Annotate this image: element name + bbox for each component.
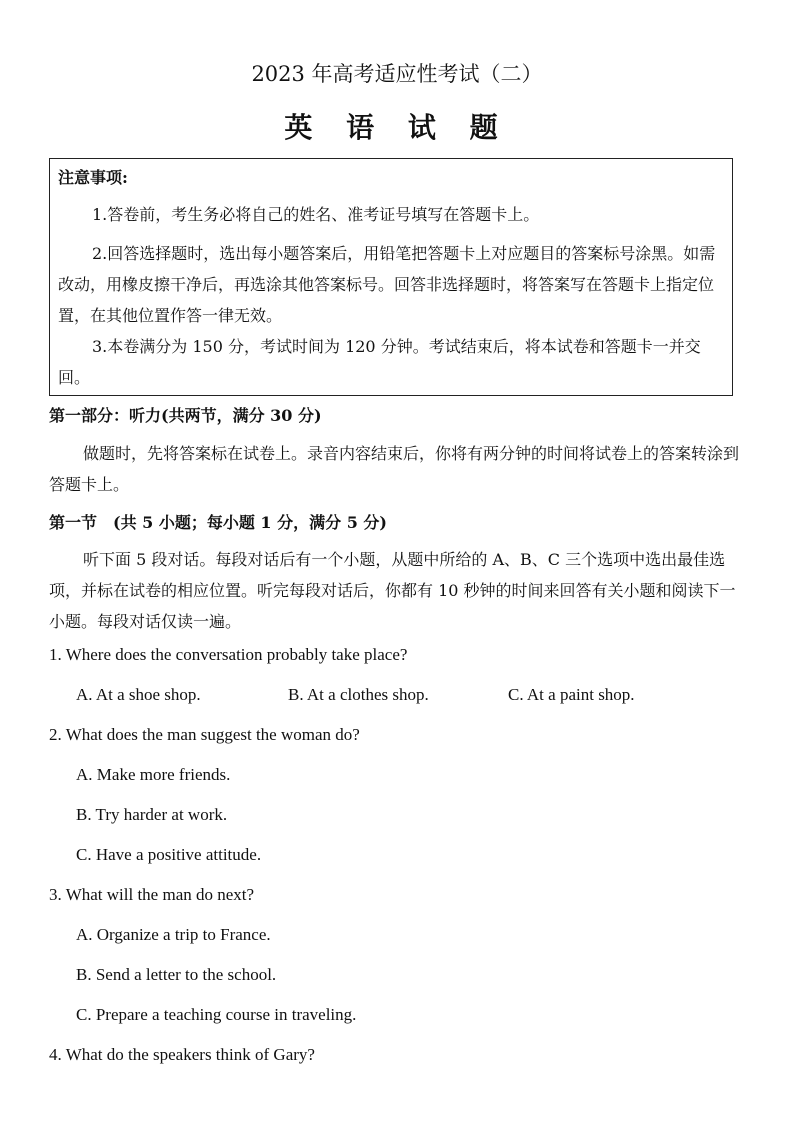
q3-option-b: B. Send a letter to the school. — [76, 965, 277, 984]
notice-item-3: 3.本卷满分为 150 分，考试时间为 120 分钟。考试结束后，将本试卷和答题卡一并交回。 — [58, 337, 701, 387]
q1-option-c: C. At a paint shop. — [508, 685, 635, 704]
notice-item-2: 2.回答选择题时，选出每小题答案后，用铅笔把答题卡上对应题目的答案标号涂黑。如需改动，用橡皮擦干净后，再选涂其他答案标号。回答非选择题时，将答案写在答题卡上指定位置，在其他位置作答一律无效。 — [58, 244, 716, 325]
part1-heading: 第一部分：听力(共两节，满分 30 分) — [49, 406, 322, 425]
q3-option-a: A. Organize a trip to France. — [76, 925, 271, 944]
q2-option-a: A. Make more friends. — [76, 765, 231, 784]
question-3: 3. What will the man do next? — [49, 885, 255, 904]
subject-title: 英 语 试 题 — [284, 111, 510, 144]
exam-title: 2023 年高考适应性考试（二） — [251, 62, 543, 86]
section1-heading: 第一节 (共 5 小题；每小题 1 分，满分 5 分) — [49, 513, 387, 532]
part1-instruction: 做题时，先将答案标在试卷上。录音内容结束后，你将有两分钟的时间将试卷上的答案转涂到答题卡上。 — [49, 444, 740, 494]
question-2: 2. What does the man suggest the woman do? — [49, 725, 360, 744]
question-4: 4. What do the speakers think of Gary? — [49, 1045, 315, 1064]
q2-option-c: C. Have a positive attitude. — [76, 845, 262, 864]
q3-option-c: C. Prepare a teaching course in traveling. — [76, 1005, 357, 1024]
notice-heading: 注意事项: — [58, 168, 128, 187]
notice-item-1: 1.答卷前，考生务必将自己的姓名、准考证号填写在答题卡上。 — [92, 205, 540, 224]
q1-option-a: A. At a shoe shop. — [76, 685, 201, 704]
q2-option-b: B. Try harder at work. — [76, 805, 228, 824]
q1-option-b: B. At a clothes shop. — [288, 685, 429, 704]
notice-box — [49, 158, 733, 396]
section1-instruction: 听下面 5 段对话。每段对话后有一个小题，从题中所给的 A、B、C 三个选项中选出最佳选项，并标在试卷的相应位置。听完每段对话后，你都有 10 秒钟的时间来回答有关小题和阅读下一小题。每段对话仅读一遍。 — [49, 550, 736, 631]
question-1: 1. Where does the conversation probably take place? — [49, 645, 408, 664]
